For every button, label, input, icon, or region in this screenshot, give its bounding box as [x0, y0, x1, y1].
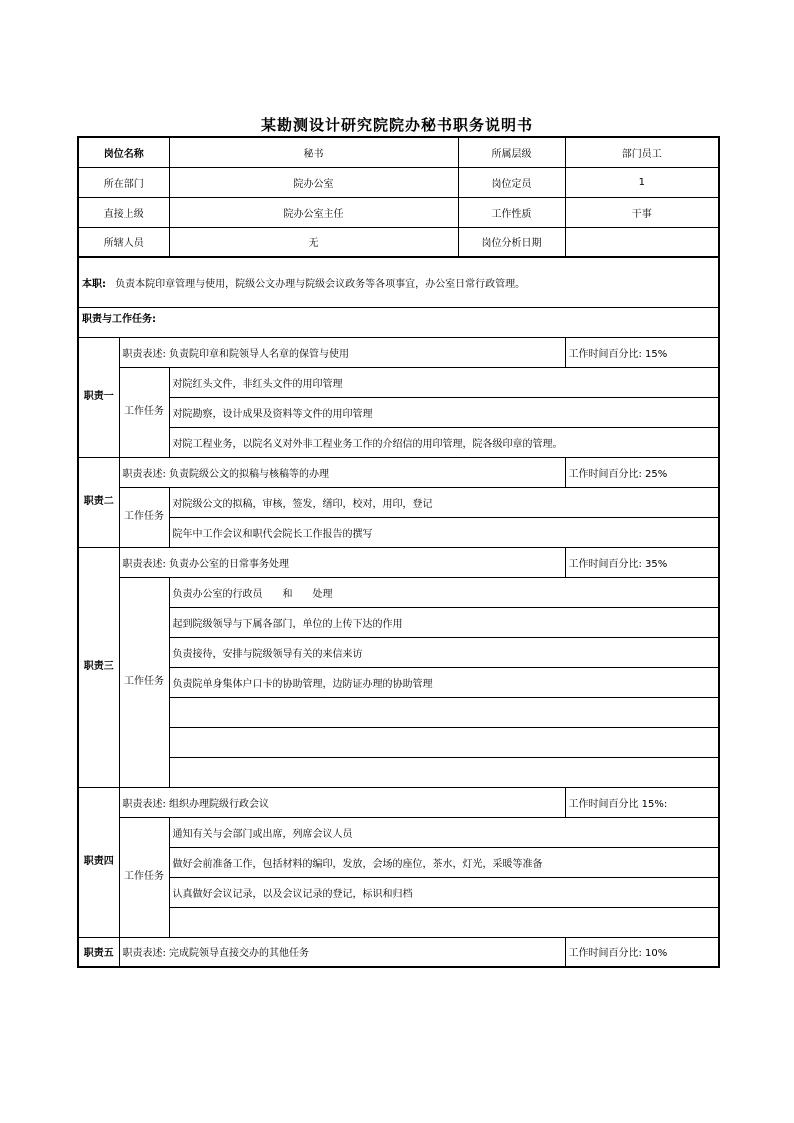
header-label: 所在部门	[78, 167, 169, 197]
header-row	[78, 197, 719, 227]
header-value	[565, 227, 719, 257]
duty-percent: 工作时间百分比: 15%	[565, 337, 719, 367]
duty-statement-row	[78, 787, 719, 817]
task-row	[78, 907, 719, 937]
header-label: 岗位定员	[458, 167, 565, 197]
duty-statement: 职责表述: 负责办公室的日常事务处理	[119, 547, 565, 577]
task-cell: 起到院级领导与下属各部门，单位的上传下达的作用	[169, 607, 719, 637]
duty-percent: 工作时间百分比: 10%	[565, 937, 719, 967]
header-label: 所属层级	[458, 137, 565, 167]
work-task-label: 工作任务	[119, 367, 169, 457]
duty-label: 职责三	[78, 547, 119, 787]
task-row	[78, 817, 719, 847]
task-row	[78, 517, 719, 547]
header-value: 院办公室	[169, 167, 458, 197]
duty-label: 职责一	[78, 337, 119, 457]
header-label: 岗位分析日期	[458, 227, 565, 257]
task-cell: 通知有关与会部门或出席，列席会议人员	[169, 817, 719, 847]
task-row	[78, 697, 719, 727]
header-label: 工作性质	[458, 197, 565, 227]
duty-percent: 工作时间百分比: 25%	[565, 457, 719, 487]
task-row	[78, 577, 719, 607]
header-row	[78, 227, 719, 257]
task-cell: 对院工程业务，以院名义对外非工程业务工作的介绍信的用印管理，院各级印章的管理。	[169, 427, 719, 457]
duty-label: 职责二	[78, 457, 119, 547]
task-row	[78, 667, 719, 697]
duty-statement-row	[78, 337, 719, 367]
header-value: 院办公室主任	[169, 197, 458, 227]
task-cell: 做好会前准备工作，包括材料的编印，发放，会场的座位，茶水，灯光，采暖等准备	[169, 847, 719, 877]
duty-percent: 工作时间百分比: 35%	[565, 547, 719, 577]
job-description-table	[77, 136, 720, 968]
duty-statement-row	[78, 547, 719, 577]
work-task-label: 工作任务	[119, 487, 169, 547]
header-value: 无	[169, 227, 458, 257]
task-cell: 认真做好会议记录，以及会议记录的登记，标识和归档	[169, 877, 719, 907]
duty-statement: 职责表述: 负责院印章和院领导人名章的保管与使用	[119, 337, 565, 367]
work-task-label: 工作任务	[119, 817, 169, 937]
work-task-label: 工作任务	[119, 577, 169, 787]
duties-heading-row	[78, 307, 719, 337]
task-row	[78, 367, 719, 397]
summary-cell	[78, 257, 719, 307]
header-row	[78, 167, 719, 197]
header-value: 干事	[565, 197, 719, 227]
duty-statement-row	[78, 457, 719, 487]
task-row	[78, 877, 719, 907]
header-label: 直接上级	[78, 197, 169, 227]
task-cell: 对院勘察，设计成果及资料等文件的用印管理	[169, 397, 719, 427]
header-row	[78, 137, 719, 167]
task-row	[78, 427, 719, 457]
task-row	[78, 607, 719, 637]
task-cell	[169, 727, 719, 757]
duties-heading: 职责与工作任务:	[78, 307, 719, 337]
task-cell: 负责接待，安排与院级领导有关的来信来访	[169, 637, 719, 667]
summary-text: 负责本院印章管理与使用，院级公文办理与院级会议政务等各项事宜，办公室日常行政管理。	[115, 278, 526, 290]
duty-statement-row	[78, 937, 719, 967]
task-row	[78, 727, 719, 757]
header-label: 所辖人员	[78, 227, 169, 257]
summary-label: 本职:	[82, 278, 106, 290]
task-row	[78, 847, 719, 877]
task-cell: 院年中工作会议和职代会院长工作报告的撰写	[169, 517, 719, 547]
task-row	[78, 637, 719, 667]
duty-label: 职责四	[78, 787, 119, 937]
task-cell: 对院红头文件，非红头文件的用印管理	[169, 367, 719, 397]
document-title: 某勘测设计研究院院办秘书职务说明书	[260, 116, 533, 134]
header-value: 部门员工	[565, 137, 719, 167]
summary-row	[78, 257, 719, 307]
task-cell	[169, 907, 719, 937]
header-value: 秘书	[169, 137, 458, 167]
task-row	[78, 397, 719, 427]
task-cell: 对院级公文的拟稿，审核，签发，缮印，校对，用印，登记	[169, 487, 719, 517]
task-cell	[169, 757, 719, 787]
duty-statement: 职责表述: 组织办理院级行政会议	[119, 787, 565, 817]
task-row	[78, 487, 719, 517]
header-label: 岗位名称	[78, 137, 169, 167]
task-cell: 负责院单身集体户口卡的协助管理，边防证办理的协助管理	[169, 667, 719, 697]
duty-statement: 职责表述: 完成院领导直接交办的其他任务	[119, 937, 565, 967]
task-cell	[169, 697, 719, 727]
header-value: 1	[565, 167, 719, 197]
task-row	[78, 757, 719, 787]
duty-label: 职责五	[78, 937, 119, 967]
duty-percent: 工作时间百分比 15%:	[565, 787, 719, 817]
duty-statement: 职责表述: 负责院级公文的拟稿与核稿等的办理	[119, 457, 565, 487]
task-cell: 负责办公室的行政员 和 处理	[169, 577, 719, 607]
